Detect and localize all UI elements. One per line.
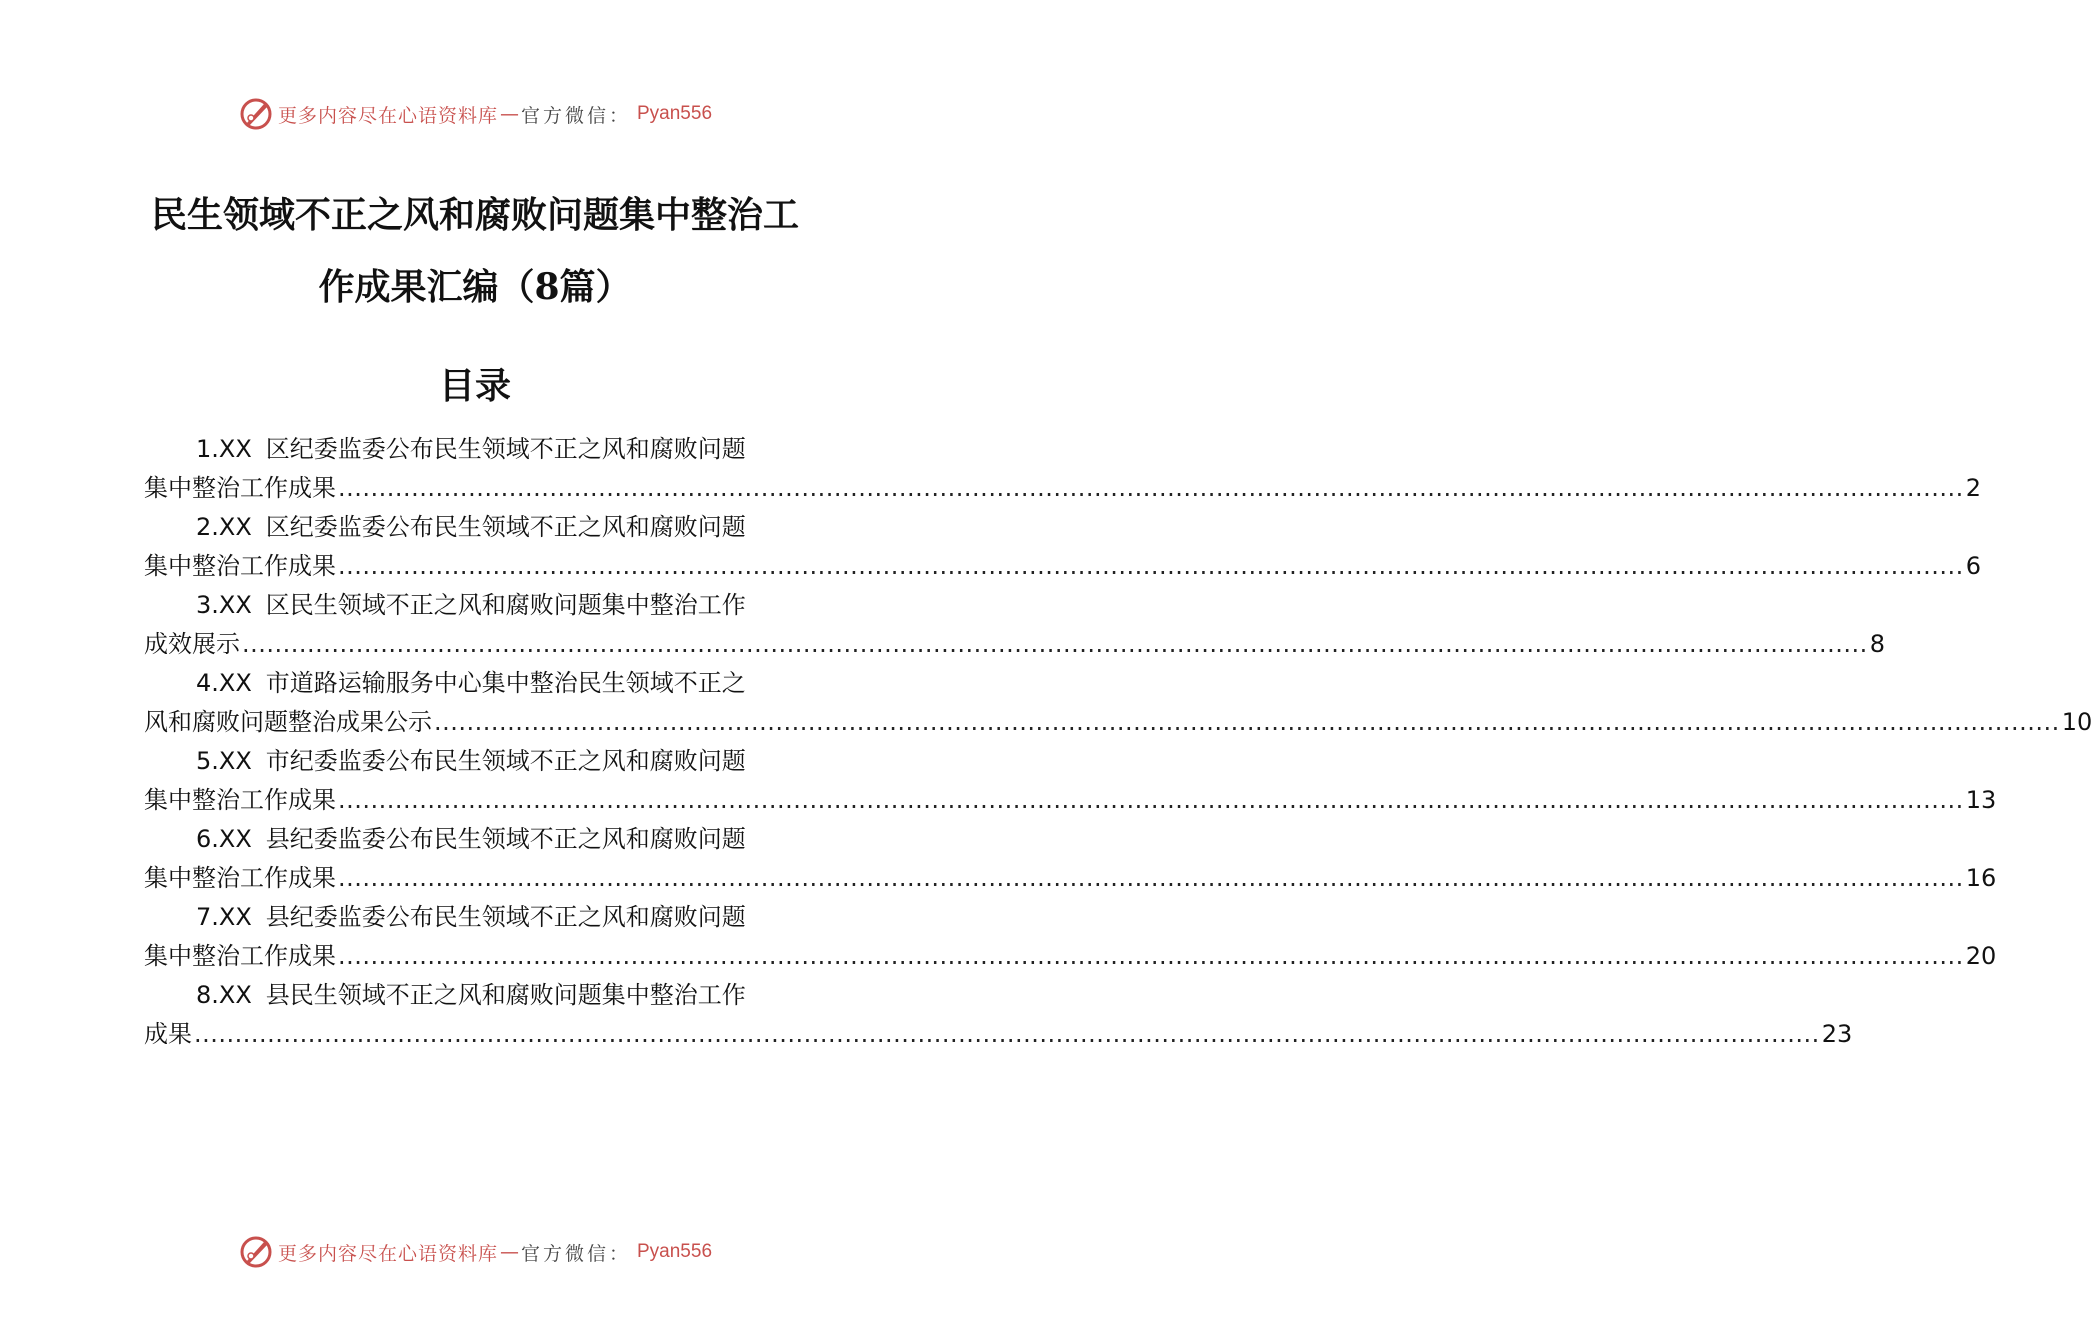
dot-leader: ........................................................................................................................................................................................................ [338,864,1964,892]
toc-entry-second-line [144,859,1997,898]
toc-entry-number: 8.XX [196,981,252,1009]
toc-entry[interactable] [144,430,1982,508]
toc-entry-page-number: 16 [1965,864,1997,892]
toc-entry-title: 市纪委监委公布民生领域不正之风和腐败问题 [265,747,746,775]
toc-entry-title-continued: 集中整治工作成果 [144,474,336,502]
footer-banner [0,1232,950,1272]
toc-entry-title: 市道路运输服务中心集中整治民生领域不正之 [265,669,746,697]
dot-leader: ........................................................................................................................................................................................................ [194,1020,1820,1048]
toc-entry[interactable] [144,586,1886,664]
toc-heading: 目录 [438,365,511,407]
toc-entry-page-number: 6 [1965,552,1982,580]
wechat-id: Pyan556 [637,1241,713,1262]
toc-entry-page-number: 20 [1965,942,1997,970]
toc-entry-title-continued: 集中整治工作成果 [144,552,336,580]
toc-entry-number: 1.XX [196,435,252,463]
toc-entry-first-line [144,742,806,781]
toc-entry-page-number: 13 [1965,786,1997,814]
toc-entry-second-line [144,625,1886,664]
dot-leader: ........................................................................................................................................................................................................ [338,942,1964,970]
toc-entry-second-line [144,547,1982,586]
toc-entry-second-line [144,781,1997,820]
toc-entry[interactable] [144,742,1997,820]
toc-entry-number: 4.XX [196,669,252,697]
dot-leader: ........................................................................................................................................................................................................ [338,786,1964,814]
toc-entry-first-line [144,586,806,625]
separator: — [499,103,519,125]
toc-entry-title: 县纪委监委公布民生领域不正之风和腐败问题 [265,825,746,853]
toc-entry-number: 3.XX [196,591,252,619]
toc-entry-title-continued: 成效展示 [144,630,240,658]
header-banner [0,94,950,134]
toc-entry-title-continued: 集中整治工作成果 [144,942,336,970]
toc-entry-title: 区民生领域不正之风和腐败问题集中整治工作 [265,591,746,619]
toc-entry-number: 7.XX [196,903,252,931]
toc-entry-second-line [144,469,1982,508]
toc-entry-title-continued: 集中整治工作成果 [144,864,336,892]
dot-leader: ........................................................................................................................................................................................................ [338,552,1964,580]
toc-entry-number: 2.XX [196,513,252,541]
toc-entry-number: 6.XX [196,825,252,853]
toc-entry-second-line [144,1015,1853,1054]
separator: — [499,1241,519,1263]
toc-entry[interactable] [144,664,2092,742]
toc-entry[interactable] [144,898,1997,976]
toc-entry-first-line [144,430,806,469]
toc-entry[interactable] [144,976,1853,1054]
document-title-line-2: 作成果汇编（8篇） [318,266,632,308]
toc-entry-first-line [144,508,806,547]
wechat-label: 官方微信： [520,1242,631,1265]
promo-text: 更多内容尽在心语资料库 [277,1242,498,1265]
toc-entry-title: 区纪委监委公布民生领域不正之风和腐败问题 [265,513,746,541]
toc-entry[interactable] [144,820,1997,898]
promo-text: 更多内容尽在心语资料库 [277,104,498,127]
toc-entry-title: 县纪委监委公布民生领域不正之风和腐败问题 [265,903,746,931]
toc-entry-number: 5.XX [196,747,252,775]
wechat-id: Pyan556 [637,103,713,124]
toc-entry-second-line [144,937,1997,976]
toc-entry-title: 县民生领域不正之风和腐败问题集中整治工作 [265,981,746,1009]
toc-entry-title-continued: 风和腐败问题整治成果公示 [144,708,432,736]
toc-entry-title: 区纪委监委公布民生领域不正之风和腐败问题 [265,435,746,463]
dot-leader: ........................................................................................................................................................................................................ [338,474,1964,502]
toc-entry-page-number: 23 [1821,1020,1853,1048]
quill-pen-logo-icon [238,96,274,132]
dot-leader: ........................................................................................................................................................................................................ [434,708,2060,736]
toc-entry-second-line [144,703,2092,742]
toc-entry-first-line [144,898,806,937]
toc-entry[interactable] [144,508,1982,586]
toc-entry-first-line [144,976,806,1015]
toc-entry-first-line [144,664,806,703]
toc-entry-page-number: 10 [2061,708,2092,736]
toc-entry-title-continued: 集中整治工作成果 [144,786,336,814]
document-title-line-1: 民生领域不正之风和腐败问题集中整治工 [150,194,799,236]
wechat-label: 官方微信： [520,104,631,127]
toc-entry-title-continued: 成果 [144,1020,192,1048]
quill-pen-logo-icon [238,1234,274,1270]
toc-entry-page-number: 8 [1869,630,1886,658]
toc-entry-first-line [144,820,806,859]
dot-leader: ........................................................................................................................................................................................................ [242,630,1868,658]
table-of-contents [144,430,2092,1054]
toc-entry-page-number: 2 [1965,474,1982,502]
